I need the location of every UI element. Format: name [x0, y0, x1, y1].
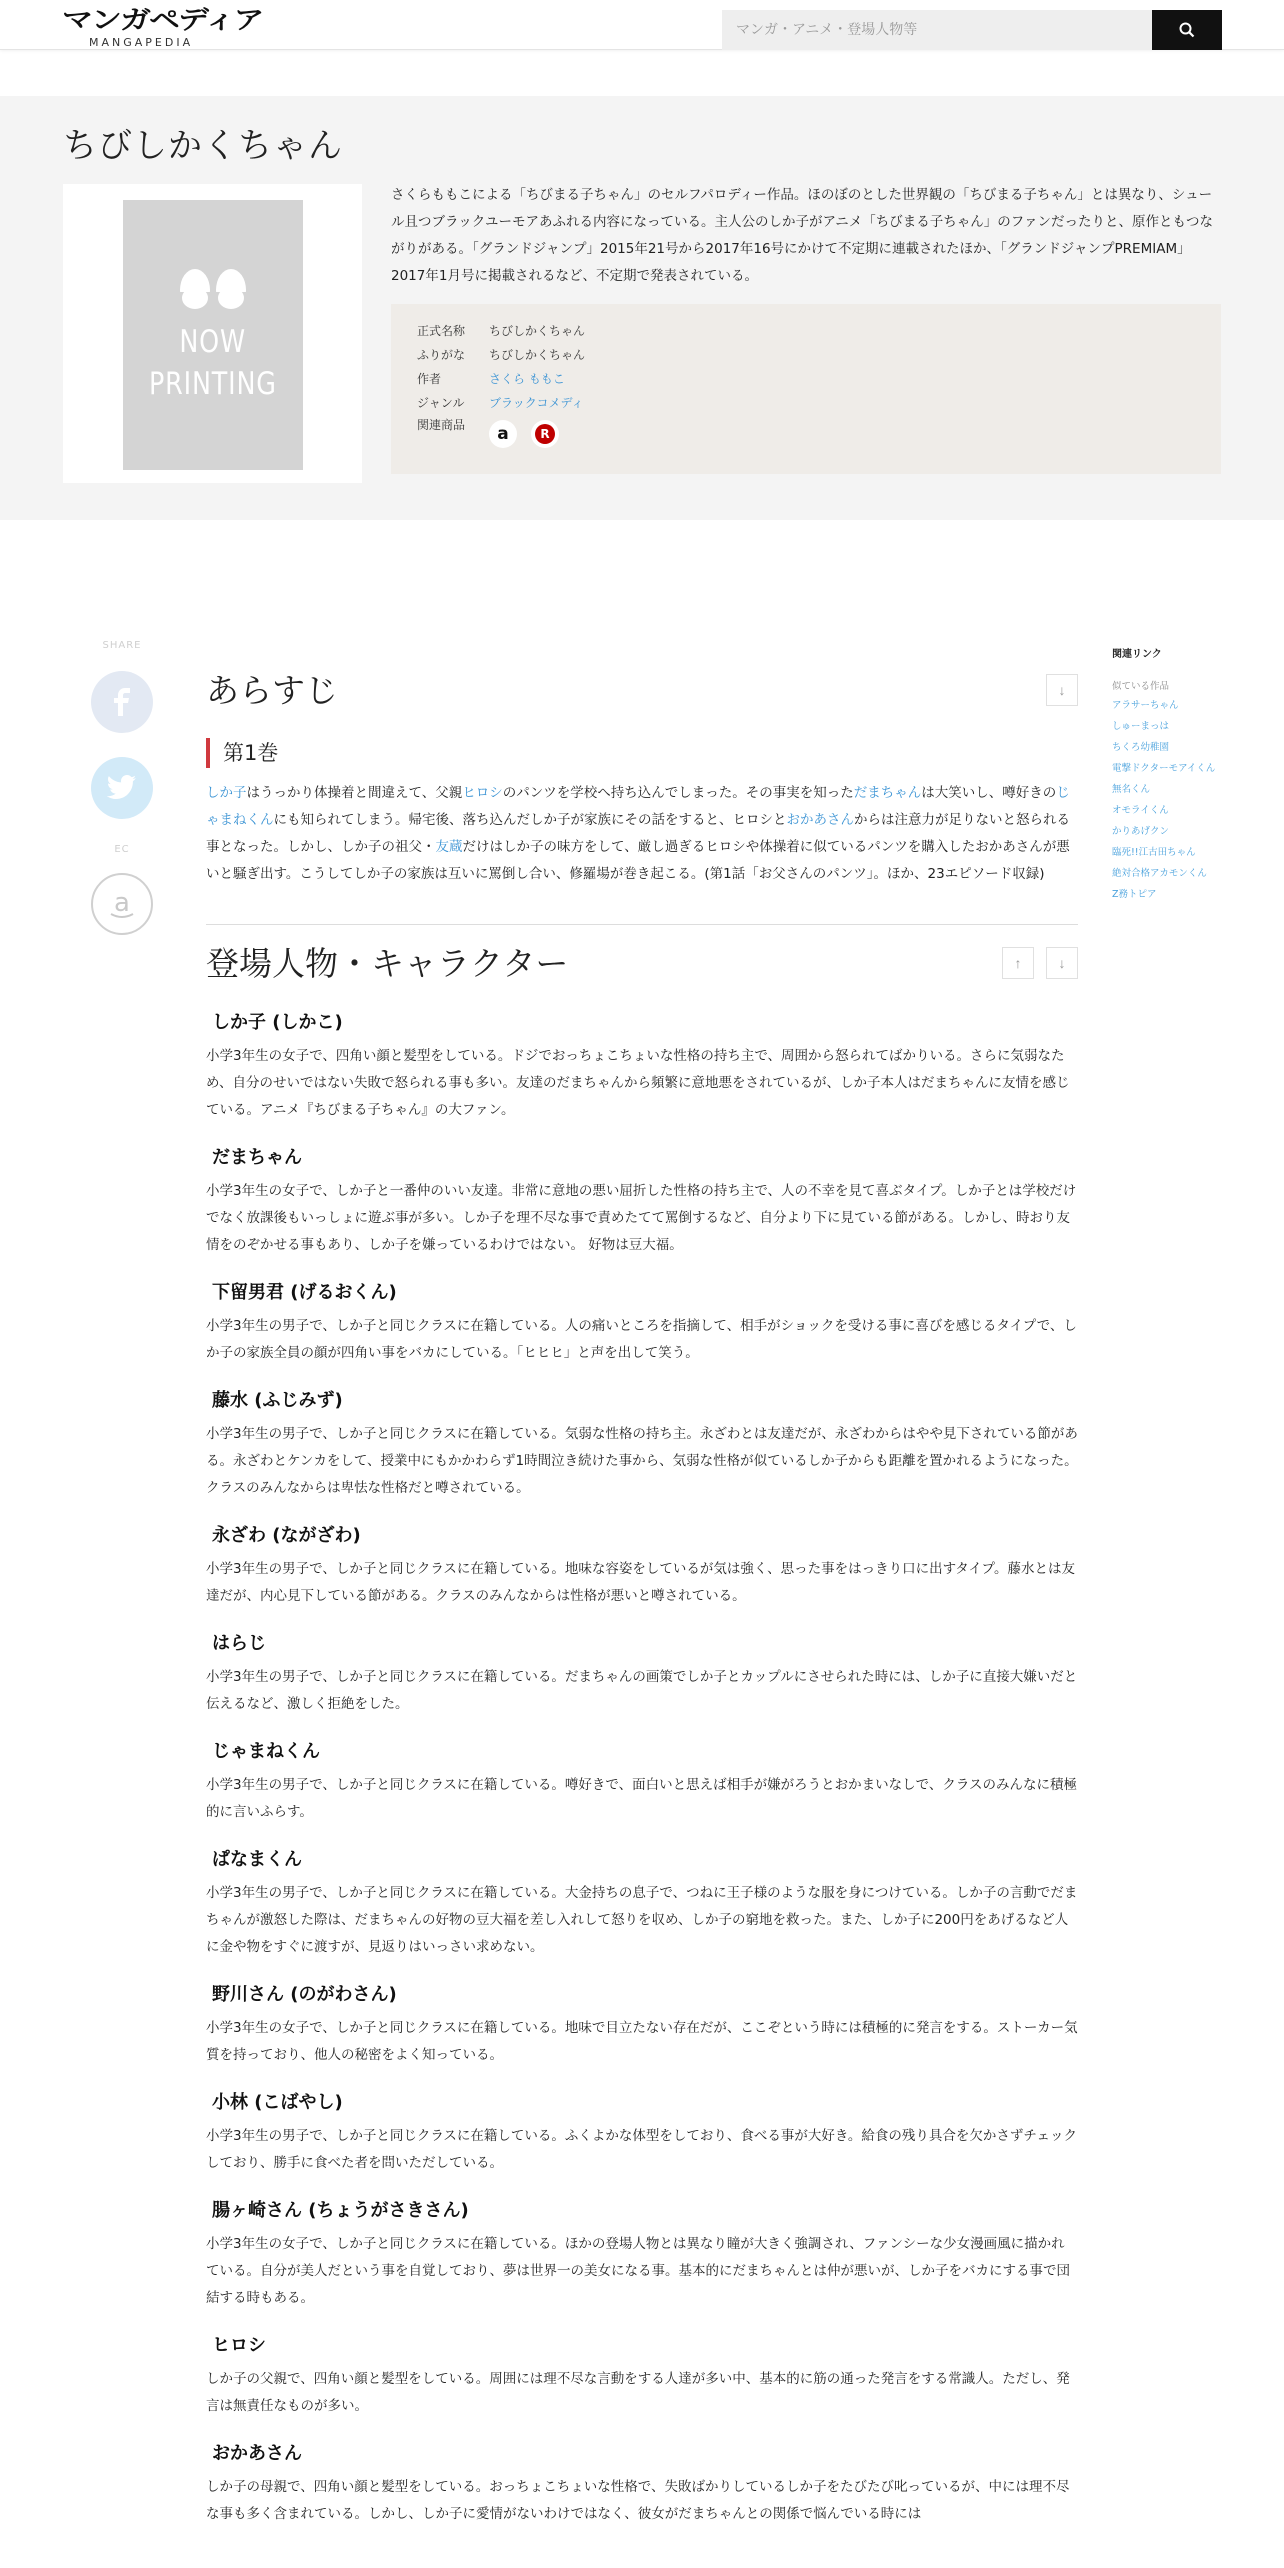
synopsis-header	[206, 666, 1078, 716]
character-entry	[206, 1279, 1078, 1367]
info-row-official-name	[417, 318, 1195, 342]
genre-link[interactable]: ブラックコメディ	[489, 395, 584, 410]
synopsis-text	[206, 780, 1078, 888]
character-description: しか子の父親で、四角い顔と髪型をしている。周囲には理不尽な言動をする人達が多い中、基本的に筋の通った発言をする常識人。ただし、発言は無責任なものが多い。	[206, 2371, 1070, 2414]
scroll-down-button[interactable]	[1046, 947, 1078, 979]
character-description: 小学3年生の女子で、しか子と同じクラスに在籍している。地味で目立たない存在だが、ここぞという時には積極的に発言をする。ストーカー気質を持っており、他人の秘密をよく知っている。	[206, 2020, 1078, 2063]
related-link[interactable]: 臨死!!江古田ちゃん	[1112, 847, 1196, 858]
character-entry	[206, 1387, 1078, 1502]
character-description: 小学3年生の男子で、しか子と同じクラスに在籍している。噂好きで、面白いと思えば相手が嫌がろうとおかまいなしで、クラスのみんなに積極的に言いふらす。	[206, 1777, 1077, 1820]
synopsis-text-segment: は大笑いし、噂好きの	[921, 785, 1057, 801]
page-title: ちびしかくちゃん	[63, 126, 343, 166]
character-name: はらじ	[212, 1633, 266, 1654]
related-link[interactable]: しゅーまっは	[1112, 721, 1170, 732]
cover-text-now: NOW	[179, 324, 247, 360]
work-description: さくらももこによる「ちびまる子ちゃん」のセルフパロディー作品。ほのぼのとした世界観の「ちびまる子ちゃん」とは異なり、シュール且つブラックユーモアあふれる内容になっている。主人公のしか子がアニメ「ちびまる子ちゃん」のファンだったりと、原作ともつながりがある。「グランドジャンプ」2015年21号から2017年16号にかけて不定期に連載されたほか、「グランドジャンプPREMIAM」2017年1月号に掲載されるなど、不定期で発表されている。	[391, 187, 1214, 284]
scroll-down-button[interactable]	[1046, 674, 1078, 706]
character-link[interactable]: だまちゃん	[853, 785, 922, 801]
related-link[interactable]: アラサーちゃん	[1112, 700, 1179, 711]
volume-title: 第1巻	[206, 738, 1078, 768]
eyes-icon	[178, 265, 248, 315]
character-description: 小学3年生の男子で、しか子と同じクラスに在籍している。大金持ちの息子で、つねに王子様のような服を身につけている。しか子の言動でだまちゃんが激怒した際は、だまちゃんの好物の豆大福を差し入れして怒りを収め、しか子の窮地を救った。また、しか子に200円をあげるなど人に金や物をすぐに渡すが、見返りはいっさい求めない。	[206, 1885, 1078, 1955]
character-description: 小学3年生の男子で、しか子と同じクラスに在籍している。人の痛いところを指摘して、相手がショックを受ける事に喜びを感じるタイプで、しか子の家族全員の顔が四角い事をバカにしている。「ヒヒヒ」と声を出して笑う。	[206, 1318, 1077, 1361]
related-link[interactable]: 無名くん	[1112, 784, 1151, 795]
arrow-down-icon: ↓	[1058, 682, 1066, 698]
work-hero	[0, 96, 1284, 520]
info-label: 関連商品	[417, 418, 466, 432]
character-name: 藤水 (ふじみず)	[212, 1390, 343, 1411]
info-row-genre	[417, 390, 1195, 414]
character-description: 小学3年生の男子で、しか子と同じクラスに在籍している。気弱な性格の持ち主。永ざわとは友達だが、永ざわからはやや見下されている節がある。永ざわとケンカをして、授業中にもかかわらず1時間泣き続けた事から、気弱な性格が似ているしか子からも距離を置かれるようになった。クラスのみんなからは卑怯な性格だと噂されている。	[206, 1426, 1078, 1496]
logo-text: マンガペディア	[62, 5, 263, 36]
cover-image	[63, 184, 362, 483]
synopsis-text-segment: だけはしか子の味方をして、厳し過ぎるヒロシや体操着に似ているパンツを購入したおかあさんが悪いと騒ぎ出す。こうしてしか子の家族は互いに罵倒し合い、修羅場が巻き起こる。(第1話「お父さんのパンツ」。ほか、23エピソード収録)	[206, 839, 1070, 882]
character-entry	[206, 1981, 1078, 2069]
related-links-title: 関連リンク	[1112, 649, 1162, 660]
amazon-icon	[105, 887, 139, 921]
character-name: しか子 (しかこ)	[212, 1012, 343, 1033]
character-entry	[206, 2332, 1078, 2420]
section-divider	[206, 924, 1078, 925]
synopsis-text-segment: のパンツを学校へ持ち込んでしまった。その事実を知った	[502, 785, 854, 801]
character-entry	[206, 2089, 1078, 2177]
related-link[interactable]: 電撃ドクターモアイくん	[1112, 763, 1216, 774]
info-label: ジャンル	[417, 395, 465, 410]
arrow-up-icon: ↑	[1014, 955, 1022, 971]
synopsis-text-segment: にも知られてしまう。帰宅後、落ち込んだしか子が家族にその話をすると、ヒロシと	[273, 812, 787, 828]
twitter-share-button[interactable]	[91, 757, 153, 819]
share-label: SHARE	[102, 640, 142, 651]
character-description: しか子の母親で、四角い顔と髪型をしている。おっちょこちょいな性格で、失敗ばかりしているしか子をたびたび叱っているが、中には理不尽な事も多く含まれている。しかし、しか子に愛情がないわけではなく、彼女がだまちゃんとの関係で悩んでいる時には	[206, 2479, 1070, 2522]
character-name: おかあさん	[212, 2443, 302, 2464]
amazon-icon[interactable]: a	[489, 420, 517, 448]
synopsis-text-segment: はうっかり体操着と間違えて、父親	[246, 785, 463, 801]
info-row-author	[417, 366, 1195, 390]
related-links-sidebar	[1112, 645, 1222, 909]
related-link[interactable]: かりあげクン	[1112, 826, 1170, 837]
character-list	[206, 1009, 1078, 2528]
related-link[interactable]: オモライくん	[1112, 805, 1169, 816]
info-value: ちびしかくちゃん	[489, 347, 586, 362]
site-logo[interactable]	[62, 5, 263, 50]
character-name: 野川さん (のがわさん)	[212, 1984, 397, 2005]
character-entry	[206, 1738, 1078, 1826]
logo-subtext: MANGAPEDIA	[89, 36, 194, 49]
character-name: 下留男君 (げるおくん)	[212, 1282, 397, 1303]
info-label: ふりがな	[417, 347, 466, 362]
character-link[interactable]: じゃまねくん	[206, 785, 1070, 828]
character-entry	[206, 1522, 1078, 1610]
character-entry	[206, 1630, 1078, 1718]
cover-text-printing: PRINTING	[149, 366, 277, 402]
character-description: 小学3年生の女子で、しか子と同じクラスに在籍している。ほかの登場人物とは異なり瞳が大きく強調され、ファンシーな少女漫画風に描かれている。自分が美人だという事を自覚しており、夢は世界一の美女になる事。基本的にだまちゃんとは仲が悪いが、しか子をバカにする事で団結する時もある。	[206, 2236, 1070, 2306]
search-input[interactable]	[722, 10, 1152, 50]
scroll-up-button[interactable]	[1002, 947, 1034, 979]
info-label: 作者	[417, 371, 442, 386]
synopsis-text-segment: からは注意力が足りないと怒られる事となった。しかし、しか子の祖父・	[206, 812, 1070, 855]
facebook-share-button[interactable]	[91, 671, 153, 733]
info-label: 正式名称	[417, 323, 466, 338]
character-entry	[206, 1009, 1078, 1124]
arrow-down-icon: ↓	[1058, 955, 1066, 971]
character-name: 腸ヶ崎さん (ちょうがさきさん)	[212, 2200, 469, 2221]
info-value: ちびしかくちゃん	[489, 323, 586, 338]
character-entry	[206, 2440, 1078, 2528]
character-entry	[206, 1144, 1078, 1259]
main-content	[206, 666, 1078, 2528]
character-description: 小学3年生の男子で、しか子と同じクラスに在籍している。地味な容姿をしているが気は強く、思った事をはっきり口に出すタイプ。藤水とは友達だが、内心見下している節がある。クラスのみんなからは性格が悪いと噂されている。	[206, 1561, 1075, 1604]
shop-icons	[489, 420, 559, 448]
info-row-furigana	[417, 342, 1195, 366]
amazon-ec-button[interactable]	[91, 873, 153, 935]
character-description: 小学3年生の女子で、四角い顔と髪型をしている。ドジでおっちょこちょいな性格の持ち主で、周囲から怒られてばかりいる。さらに気弱なため、自分のせいではない失敗で怒られる事も多い。友達のだまちゃんから頻繁に意地悪をされているが、しか子本人はだまちゃんに友情を感じている。アニメ『ちびまる子ちゃん』の大ファン。	[206, 1048, 1070, 1118]
twitter-icon	[107, 775, 137, 801]
search-icon	[1179, 22, 1195, 38]
character-name: ぱなまくん	[212, 1849, 302, 1870]
related-link[interactable]: Z務トピア	[1112, 889, 1157, 900]
search-button[interactable]	[1152, 10, 1222, 50]
svg-text:a: a	[114, 888, 130, 918]
characters-title: 登場人物・キャラクター	[206, 944, 569, 983]
character-name: ヒロシ	[212, 2335, 266, 2356]
rakuten-icon[interactable]: R	[531, 420, 559, 448]
character-link[interactable]: 友蔵	[435, 839, 463, 855]
related-link[interactable]: 絶対合格アカモンくん	[1112, 868, 1207, 879]
character-description: 小学3年生の女子で、しか子と一番仲のいい友達。非常に意地の悪い屈折した性格の持ち主で、人の不幸を見て喜ぶタイプ。しか子とは学校だけでなく放課後もいっしょに遊ぶ事が多い。しか子を理不尽な事で責めたてて罵倒するなど、自分より下に見ている節がある。しかし、時おり友情をのぞかせる事もあり、しか子を嫌っているわけではない。 好物は豆大福。	[206, 1183, 1077, 1253]
related-link[interactable]: ちくろ幼稚園	[1112, 742, 1170, 753]
author-link[interactable]: さくら ももこ	[489, 371, 565, 386]
character-description: 小学3年生の男子で、しか子と同じクラスに在籍している。だまちゃんの画策でしか子とカップルにさせられた時には、しか子に直接大嫌いだと伝えるなど、激しく拒絶をした。	[206, 1669, 1078, 1712]
character-entry	[206, 2197, 1078, 2312]
ec-label: EC	[114, 844, 130, 855]
character-link[interactable]: ヒロシ	[462, 785, 503, 801]
character-description: 小学3年生の男子で、しか子と同じクラスに在籍している。ふくよかな体型をしており、食べる事が大好き。給食の残り具合を欠かさずチェックしており、勝手に食べた者を問いただしている。	[206, 2128, 1077, 2171]
character-name: じゃまねくん	[212, 1741, 320, 1762]
info-row-products	[417, 414, 1195, 450]
similar-works-heading: 似ている作品	[1112, 681, 1170, 692]
facebook-icon	[111, 688, 133, 716]
now-printing-placeholder	[123, 200, 303, 470]
characters-header	[206, 939, 1078, 989]
site-header	[0, 0, 1284, 50]
character-name: 小林 (こばやし)	[212, 2092, 343, 2113]
character-name: 永ざわ (ながざわ)	[212, 1525, 361, 1546]
synopsis-title: あらすじ	[206, 671, 338, 710]
character-link[interactable]: おかあさん	[786, 812, 854, 828]
character-entry	[206, 1846, 1078, 1961]
character-name: だまちゃん	[212, 1147, 302, 1168]
character-link[interactable]: しか子	[206, 785, 247, 801]
work-info-box	[391, 304, 1221, 474]
